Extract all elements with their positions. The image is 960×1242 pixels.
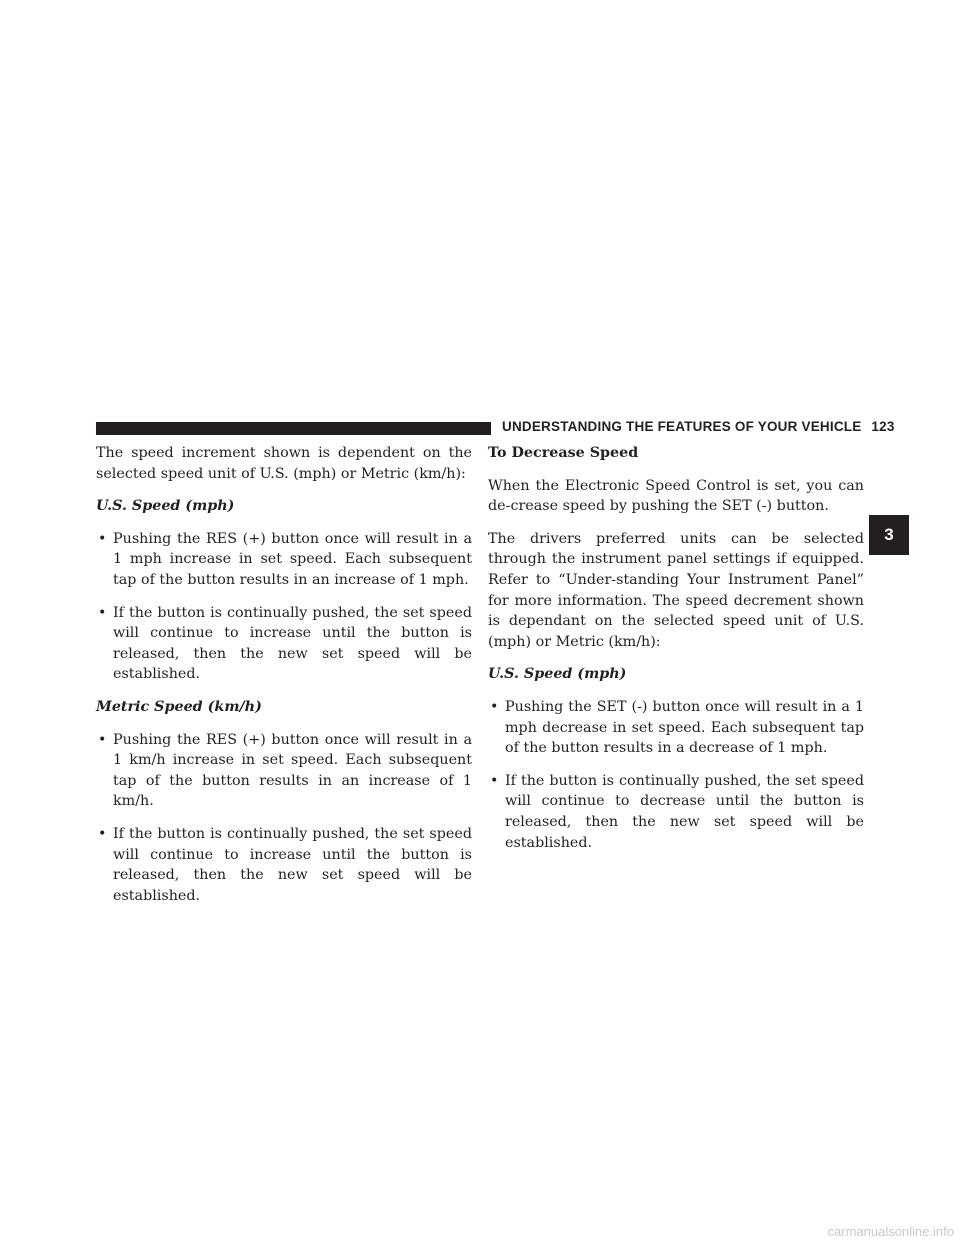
list-item [96, 529, 472, 591]
running-header [502, 419, 895, 434]
list-item-text: If the button is continually pushed, the set speed will continue to increase until the button is released, then the new set speed will be established. [113, 825, 472, 904]
list-item-text: Pushing the SET (-) button once will result in a 1 mph decrease in set speed. Each subsequent tap of the button results in a decrease of 1 mph. [505, 698, 864, 757]
subheading-metric-speed: Metric Speed (km/h) [96, 698, 262, 715]
bullet-icon: • [98, 731, 107, 748]
subheading-us-speed: U.S. Speed (mph) [488, 666, 627, 683]
right-column [488, 443, 864, 865]
list-item [96, 824, 472, 906]
bullet-icon: • [490, 698, 499, 715]
left-column [96, 443, 472, 918]
bullet-list [96, 529, 472, 685]
list-item [488, 697, 864, 759]
chapter-tab: 3 [869, 515, 909, 555]
page-number: 123 [871, 419, 895, 434]
bullet-list [96, 730, 472, 907]
bullet-icon: • [490, 772, 499, 789]
list-item-text: If the button is continually pushed, the set speed will continue to increase until the button is released, then the new set speed will be established. [113, 604, 472, 683]
body-paragraph: When the Electronic Speed Control is set, you can de-crease speed by pushing the SET (-) button. [488, 477, 864, 515]
bullet-icon: • [98, 825, 107, 842]
header-rule [96, 422, 491, 435]
bullet-icon: • [98, 604, 107, 621]
list-item-text: Pushing the RES (+) button once will result in a 1 km/h increase in set speed. Each subsequent tap of the button results in an increase of 1 km/h. [113, 731, 472, 810]
section-title: UNDERSTANDING THE FEATURES OF YOUR VEHICLE [502, 419, 862, 434]
list-item-text: Pushing the RES (+) button once will result in a 1 mph increase in set speed. Each subsequent tap of the button results in an increase of 1 mph. [113, 530, 472, 588]
body-paragraph: The drivers preferred units can be selected through the instrument panel settings if equipped. Refer to “Under-standing Your Instrument Panel” for more information. The speed decrement shown is dependant on the selected speed unit of U.S. (mph) or Metric (km/h): [488, 530, 864, 650]
watermark: carmanualsonline.info [827, 1224, 954, 1239]
subheading-us-speed: U.S. Speed (mph) [96, 498, 235, 515]
bullet-icon: • [98, 530, 107, 547]
list-item [96, 730, 472, 812]
list-item-text: If the button is continually pushed, the set speed will continue to decrease until the button is released, then the new set speed will be established. [505, 772, 864, 851]
list-item [96, 603, 472, 685]
list-item [488, 771, 864, 853]
intro-paragraph: The speed increment shown is dependent on the selected speed unit of U.S. (mph) or Metric (km/h): [96, 445, 472, 482]
bullet-list [488, 697, 864, 853]
section-heading: To Decrease Speed [488, 445, 639, 461]
